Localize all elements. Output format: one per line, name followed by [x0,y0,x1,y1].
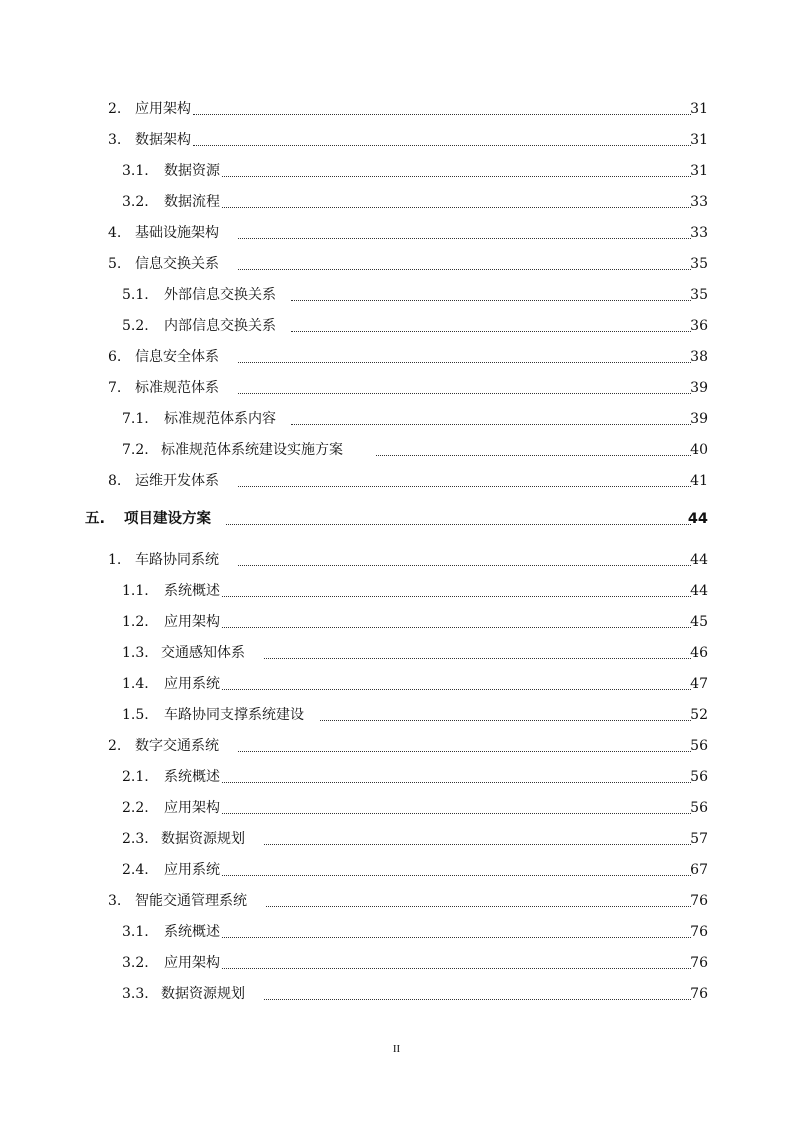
toc-title: 标准规范体系 [135,380,219,396]
toc-leader [238,393,691,394]
toc-leader [291,424,691,425]
toc-entry[interactable] [0,376,793,400]
toc-entry[interactable] [0,438,793,462]
toc-leader [238,751,691,752]
toc-entry[interactable] [0,345,793,369]
toc-page-number: 76 [690,955,708,971]
toc-number: 8. [108,473,122,489]
toc-chapter-entry[interactable] [0,507,793,531]
toc-page-number: 35 [690,256,708,272]
toc-leader [238,238,691,239]
toc-title: 交通感知体系 [161,645,245,661]
toc-number: 2. [108,101,122,117]
toc-page-number: 76 [690,893,708,909]
toc-number: 7.2. [122,442,149,458]
toc-number: 7.1. [122,411,149,427]
toc-number: 5.1. [122,287,149,303]
toc-page-number: 67 [690,862,708,878]
toc-entry[interactable] [0,765,793,789]
toc-title: 数据流程 [164,194,220,210]
toc-leader [291,300,691,301]
toc-page-number: 33 [690,225,708,241]
toc-number: 3.1. [122,163,149,179]
toc-page-number: 44 [687,511,708,527]
toc-number: 3.3. [122,986,149,1002]
toc-page-number: 56 [690,769,708,785]
toc-number: 1.3. [122,645,149,661]
toc-leader [376,455,691,456]
toc-number: 1.2. [122,614,149,630]
toc-number: 3.2. [122,955,149,971]
toc-entry[interactable] [0,252,793,276]
toc-leader [222,875,691,876]
toc-leader [222,207,691,208]
toc-entry[interactable] [0,672,793,696]
toc-entry[interactable] [0,407,793,431]
toc-title: 数据资源规划 [161,831,245,847]
toc-number: 1.5. [122,707,149,723]
toc-title: 信息安全体系 [135,349,219,365]
toc-entry[interactable] [0,982,793,1006]
toc-entry[interactable] [0,920,793,944]
toc-title: 系统概述 [164,769,220,785]
toc-entry[interactable] [0,889,793,913]
toc-number: 5.2. [122,318,149,334]
toc-title: 车路协同系统 [135,552,219,568]
toc-page-number: 41 [690,473,708,489]
toc-page-number: 57 [690,831,708,847]
toc-number: 3. [108,893,122,909]
toc-leader [222,968,691,969]
toc-page-number: 47 [690,676,708,692]
toc-leader [264,999,691,1000]
toc-number: 1.1. [122,583,149,599]
toc-title: 信息交换关系 [135,256,219,272]
toc-entry[interactable] [0,610,793,634]
toc-leader [238,565,691,566]
toc-leader [266,906,691,907]
toc-entry[interactable] [0,283,793,307]
toc-title: 基础设施架构 [135,225,219,241]
toc-page-number: 44 [690,583,708,599]
toc-number: 1.4. [122,676,149,692]
toc-leader [238,362,691,363]
toc-entry[interactable] [0,951,793,975]
toc-entry[interactable] [0,579,793,603]
toc-title: 应用系统 [164,862,220,878]
toc-title: 应用架构 [164,614,220,630]
toc-title: 车路协同支撑系统建设 [164,707,304,723]
toc-number: 3. [108,132,122,148]
toc-entry[interactable] [0,734,793,758]
toc-page-number: 36 [690,318,708,334]
toc-title: 标准规范体系统建设实施方案 [161,442,343,458]
toc-page-number: 33 [690,194,708,210]
toc-entry[interactable] [0,221,793,245]
toc-title: 外部信息交换关系 [164,287,276,303]
toc-entry[interactable] [0,97,793,121]
toc-entry[interactable] [0,314,793,338]
toc-number: 5. [108,256,122,272]
toc-page-number: 40 [690,442,708,458]
toc-title: 运维开发体系 [135,473,219,489]
toc-number: 7. [108,380,122,396]
toc-page-number: 31 [690,132,708,148]
toc-page-number: 56 [690,738,708,754]
toc-page-number: 39 [690,380,708,396]
toc-page-number: 31 [690,101,708,117]
toc-page-number: 76 [690,924,708,940]
toc-leader [238,486,691,487]
toc-title: 智能交通管理系统 [135,893,247,909]
toc-leader [222,689,691,690]
toc-page-number: 52 [690,707,708,723]
toc-entry[interactable] [0,703,793,727]
toc-page-number: 39 [690,411,708,427]
toc-leader [291,331,691,332]
toc-entry[interactable] [0,827,793,851]
toc-number: 2. [108,738,122,754]
toc-number: 1. [108,552,122,568]
toc-title: 应用架构 [164,955,220,971]
toc-page-number: 31 [690,163,708,179]
toc-leader [222,782,691,783]
toc-number: 4. [108,225,122,241]
toc-page-number: 56 [690,800,708,816]
toc-leader [238,269,691,270]
toc-title: 数据架构 [135,132,191,148]
toc-leader [226,524,691,525]
toc-entry[interactable] [0,858,793,882]
toc-number: 2.4. [122,862,149,878]
toc-entry[interactable] [0,128,793,152]
toc-number: 3.2. [122,194,149,210]
toc-leader [264,844,691,845]
toc-entry[interactable] [0,190,793,214]
toc-title: 项目建设方案 [124,511,211,527]
toc-entry[interactable] [0,641,793,665]
toc-leader [320,720,691,721]
toc-leader [222,176,691,177]
toc-title: 应用架构 [135,101,191,117]
toc-entry[interactable] [0,796,793,820]
toc-number: 2.1. [122,769,149,785]
toc-leader [193,114,691,115]
toc-leader [222,813,691,814]
footer-page-number: II [392,1043,401,1055]
toc-entry[interactable] [0,548,793,572]
toc-page-number: 46 [690,645,708,661]
toc-title: 数字交通系统 [135,738,219,754]
toc-title: 应用架构 [164,800,220,816]
toc-leader [264,658,691,659]
toc-leader [222,937,691,938]
toc-entry[interactable] [0,469,793,493]
toc-number: 五. [85,511,106,527]
toc-title: 系统概述 [164,583,220,599]
toc-leader [222,627,691,628]
toc-title: 内部信息交换关系 [164,318,276,334]
toc-page-number: 45 [690,614,708,630]
toc-entry[interactable] [0,159,793,183]
toc-title: 系统概述 [164,924,220,940]
toc-number: 2.3. [122,831,149,847]
toc-page-number: 44 [690,552,708,568]
toc-title: 数据资源规划 [161,986,245,1002]
toc-title: 标准规范体系内容 [164,411,276,427]
toc-number: 3.1. [122,924,149,940]
toc-title: 应用系统 [164,676,220,692]
toc-page-number: 35 [690,287,708,303]
toc-title: 数据资源 [164,163,220,179]
toc-number: 6. [108,349,122,365]
toc-leader [222,596,691,597]
toc-page-number: 76 [690,986,708,1002]
toc-leader [193,145,691,146]
toc-number: 2.2. [122,800,149,816]
toc-page-number: 38 [690,349,708,365]
